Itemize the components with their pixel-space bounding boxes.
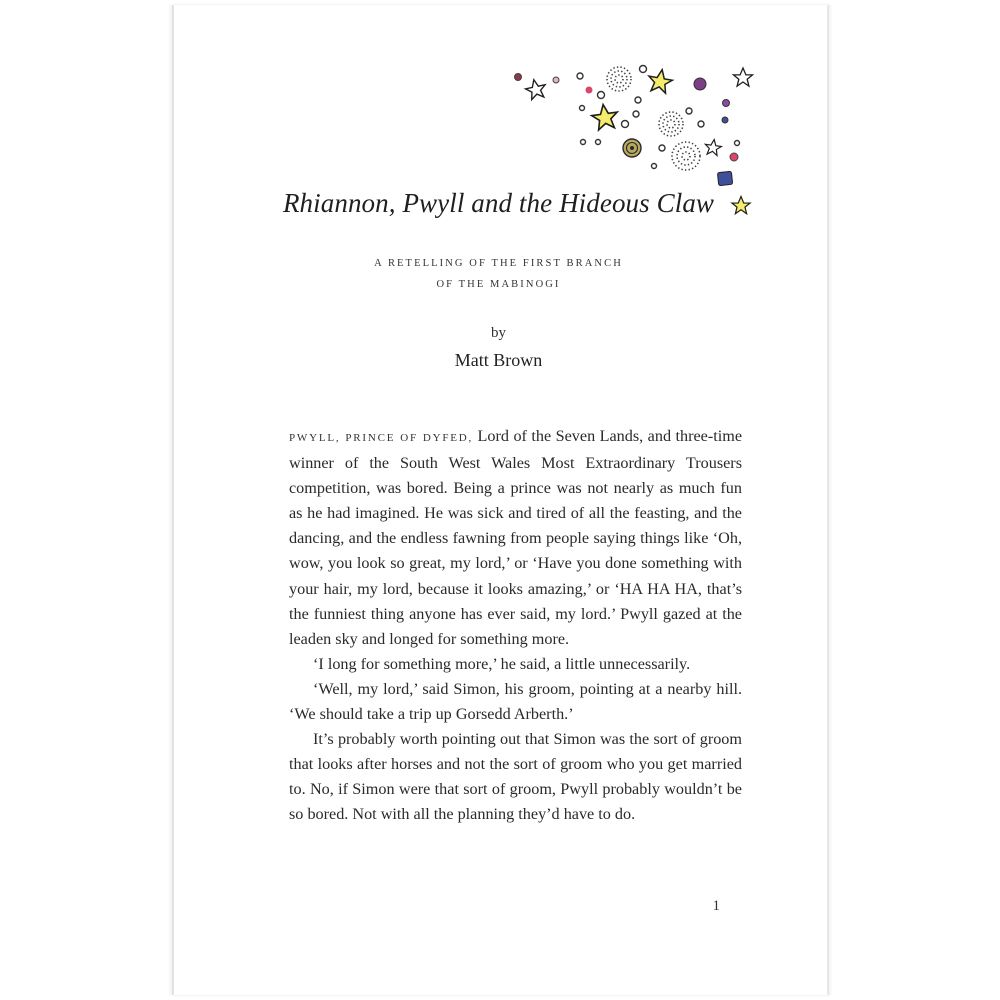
paragraph: It’s probably worth pointing out that Simon was the sort of groom that looks after horses and not the sort of groom who you get married to. No, if Simon were that sort of groom, Pwyll probably wouldn’t be so bored. Not with all the planning they’d have to do. [289,730,742,824]
page-number: 1 [712,898,720,914]
chapter-subtitle [172,253,825,295]
subtitle-line-1: A RETELLING OF THE FIRST BRANCH [374,258,623,269]
paragraph: ‘Well, my lord,’ said Simon, his groom, pointing at a nearby hill. ‘We should take a trip up Gorsedd Arberth.’ [289,679,742,724]
paragraph-lead-in: PWYLL, PRINCE OF DYFED, [289,432,474,444]
body-text [289,424,742,828]
chapter-title: Rhiannon, Pwyll and the Hideous Claw [282,188,715,218]
paragraph-text: Lord of the Seven Lands, and three-time winner of the South West Wales Most Extraordinary Trousers competition, was bored. Being a prince was not nearly as much fun as he had imagined. He was sick and tired of all the feasting, and the dancing, and the endless fawning from people saying things like ‘Oh, wow, you look so great, my lord,’ or ‘Have you done something with your hair, my lord, because it looks amazing,’ or ‘HA HA HA, that’s the funniest thing anyone has ever said, my lord.’ Pwyll gazed at the leaden sky and longed for something more. [289,427,742,648]
byline: by [491,325,506,341]
author-name: Matt Brown [454,350,543,370]
paragraph: ‘I long for something more,’ he said, a little unnecessarily. [313,654,691,673]
subtitle-line-2: OF THE MABINOGI [436,279,561,290]
paragraph [289,424,742,652]
